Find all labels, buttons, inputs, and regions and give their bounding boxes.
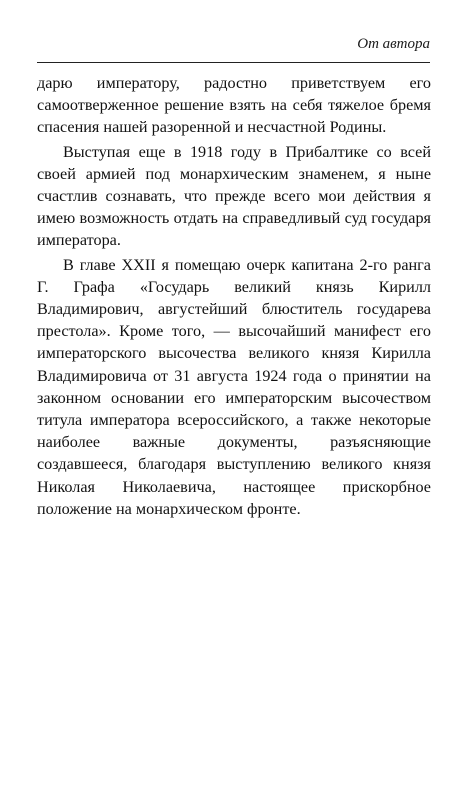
- paragraph-1: дарю императору, радостно приветствуем его самоотверженное решение взять на себя тяжелое бремя спасения нашей разоренной и несчастной Родины.: [37, 74, 431, 137]
- paragraph-2: Выступая еще в 1918 году в Прибалтике со всей своей армией под монархическим знаменем, я ныне счастлив сознавать, что прежде всего мои действия я имею возможность отдать на справедливый суд государя императора.: [37, 142, 431, 250]
- body-text: [37, 72, 431, 520]
- header-rule: [37, 62, 430, 63]
- running-head: От автора: [357, 36, 430, 52]
- paragraph-3: В главе XXII я помещаю очерк капитана 2-го ранга Г. Графа «Государь великий князь Кирилл Владимирович, августейший блюститель государева престола». Кроме того, — высочайший манифест его императорского высочества великого князя Кирилла Владимировича от 31 августа 1924 года о принятии на законном основании его императорским высочеством титула императора всероссийского, а также некоторые наиболее важные документы, разъясняющие создавшееся, благодаря выступлению великого князя Николая Николаевича, настоящее прискорбное положение на монархическом фронте.: [37, 255, 431, 518]
